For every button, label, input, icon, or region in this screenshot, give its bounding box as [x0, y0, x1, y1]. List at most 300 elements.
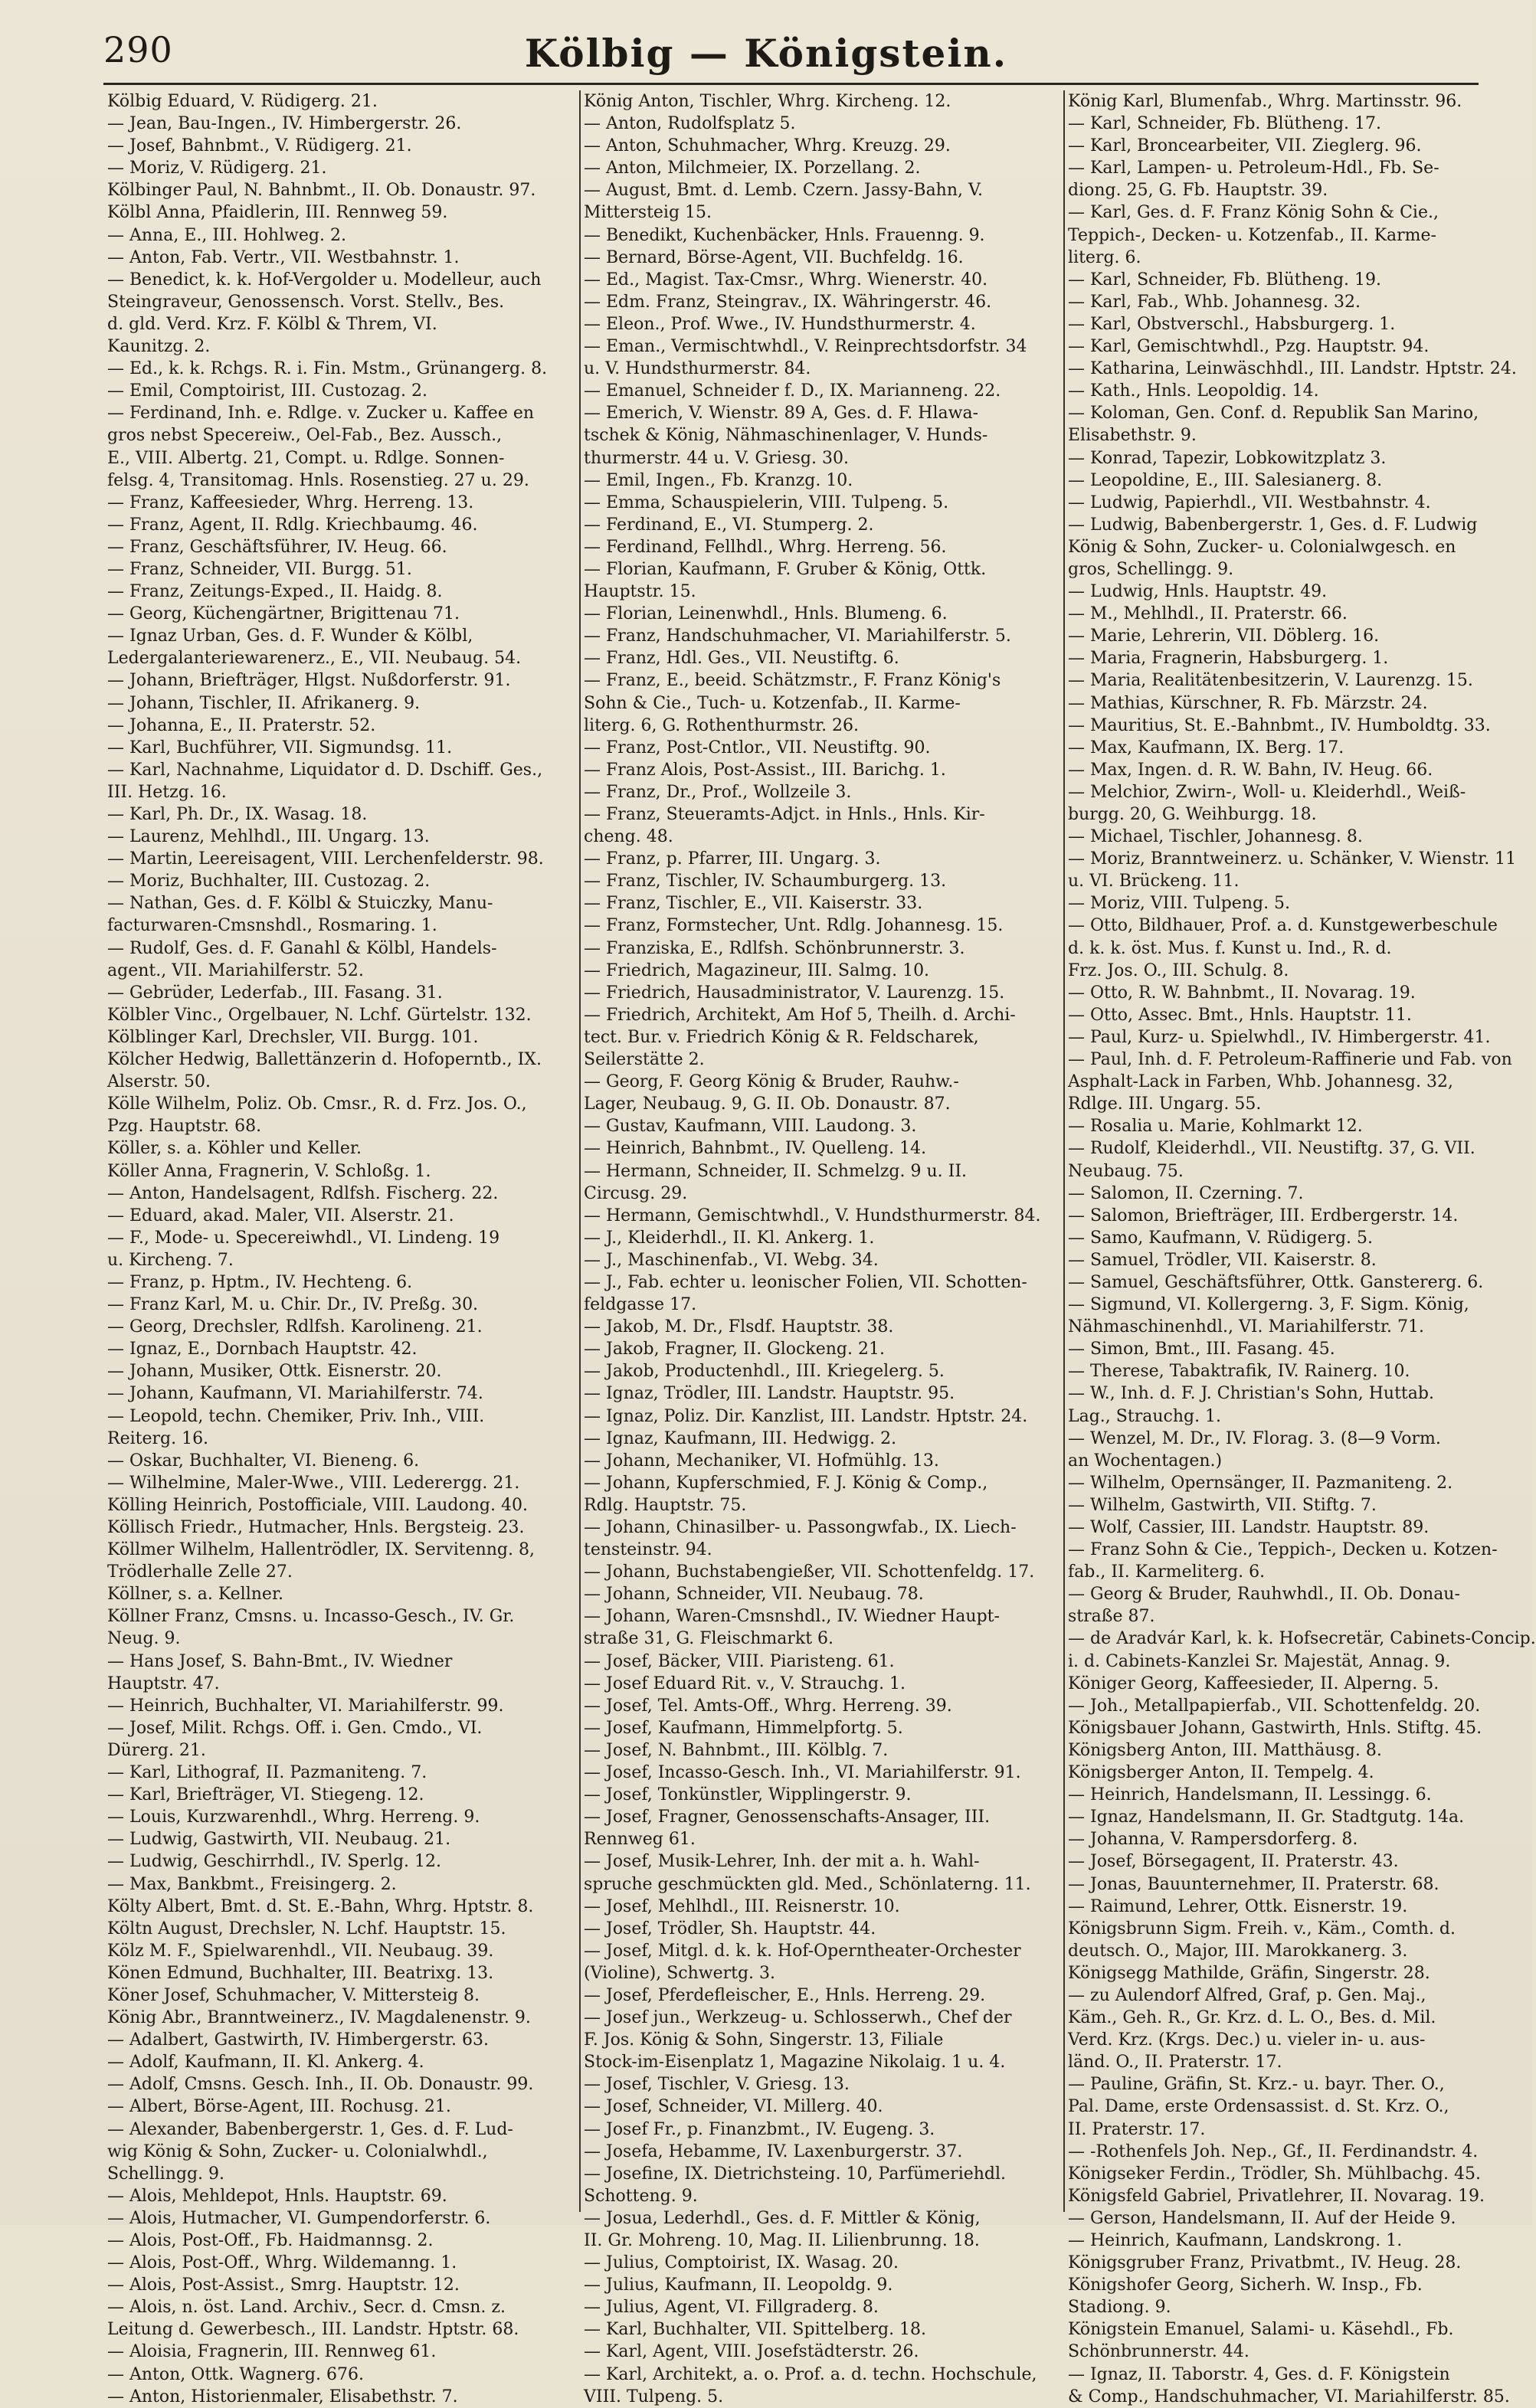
directory-entry-line: Rdlg. Hauptstr. 75. [584, 1495, 747, 1515]
directory-entry-line: — Franz, Tischler, IV. Schaumburgerg. 13. [584, 872, 947, 892]
directory-entry-line: u. Kircheng. 7. [107, 1250, 234, 1270]
directory-entry-line: — Emil, Comptoirist, III. Custozag. 2. [107, 381, 427, 401]
directory-entry-line: deutsch. O., Major, III. Marokkanerg. 3. [1068, 1941, 1408, 1961]
directory-entry-line: Kölcher Hedwig, Ballettänzerin d. Hofoperntb., IX. [107, 1050, 542, 1070]
directory-entry-line: Stadiong. 9. [1068, 2298, 1171, 2318]
directory-entry-line: — Alois, n. öst. Land. Archiv., Secr. d. Cmsn. z. [107, 2298, 506, 2318]
directory-entry-line: — Rosalia u. Marie, Kohlmarkt 12. [1068, 1117, 1363, 1137]
directory-entry-line: Kölling Heinrich, Postofficiale, VIII. Laudong. 40. [107, 1495, 528, 1515]
directory-entry-line: — Jakob, M. Dr., Flsdf. Hauptstr. 38. [584, 1317, 894, 1337]
directory-entry-line: — Melchior, Zwirn-, Woll- u. Kleiderhdl., Weiß- [1068, 782, 1466, 802]
directory-entry-line: facturwaren-Cmsnshdl., Rosmaring. 1. [107, 916, 437, 936]
directory-entry-line: — Therese, Tabaktrafik, IV. Rainerg. 10. [1068, 1362, 1410, 1382]
directory-entry-line: Hauptstr. 15. [584, 582, 696, 602]
directory-entry-line: — Wilhelm, Opernsänger, II. Pazmaniteng. 2. [1068, 1473, 1453, 1493]
directory-entry-line: — Karl, Lithograf, II. Pazmaniteng. 7. [107, 1763, 427, 1783]
directory-entry-line: — Josef Eduard Rit. v., V. Strauchg. 1. [584, 1673, 906, 1693]
directory-entry-line: — Samo, Kaufmann, V. Rüdigerg. 5. [1068, 1228, 1373, 1248]
directory-entry-line: — Franz, Hdl. Ges., VII. Neustiftg. 6. [584, 649, 899, 669]
directory-entry-line: — Karl, Obstverschl., Habsburgerg. 1. [1068, 314, 1396, 334]
directory-entry-line: — Josef, Börsegagent, II. Praterstr. 43. [1068, 1852, 1399, 1872]
directory-entry-line: — Jonas, Bauunternehmer, II. Praterstr. 68. [1068, 1874, 1439, 1894]
directory-entry-line: Köllmer Wilhelm, Hallentrödler, IX. Servitenng. 8, [107, 1540, 535, 1560]
directory-entry-line: — Franz, Geschäftsführer, IV. Heug. 66. [107, 537, 447, 557]
directory-entry-line: — Konrad, Tapezir, Lobkowitzplatz 3. [1068, 448, 1387, 468]
directory-entry-line: länd. O., II. Praterstr. 17. [1068, 2053, 1282, 2073]
directory-entry-line: — Franz, E., beeid. Schätzmstr., F. Franz König's [584, 671, 1001, 691]
directory-entry-line: — Anton, Fab. Vertr., VII. Westbahnstr. 1. [107, 247, 460, 267]
column-1 [107, 90, 579, 2406]
directory-entry-line: — Anna, E., III. Hohlweg. 2. [107, 225, 346, 245]
directory-entry-line: — -Rothenfels Joh. Nep., Gf., II. Ferdinandstr. 4. [1068, 2141, 1479, 2161]
directory-entry-line: — Edm. Franz, Steingrav., IX. Währingerstr. 46. [584, 292, 992, 312]
directory-entry-line: — Ignaz, Kaufmann, III. Hedwigg. 2. [584, 1428, 897, 1448]
directory-entry-line: — Anton, Historienmaler, Elisabethstr. 7. [107, 2387, 458, 2406]
directory-entry-line: — Jean, Bau-Ingen., IV. Himbergerstr. 26. [107, 114, 462, 134]
directory-entry-line: — Salomon, Briefträger, III. Erdbergerstr. 14. [1068, 1206, 1459, 1225]
directory-entry-line: — Georg, F. Georg König & Bruder, Rauhw.- [584, 1072, 959, 1092]
directory-entry-line: — Ludwig, Gastwirth, VII. Neubaug. 21. [107, 1830, 451, 1850]
directory-entry-line: Kölbler Vinc., Orgelbauer, N. Lchf. Gürtelstr. 132. [107, 1005, 532, 1025]
directory-entry-line: & Comp., Handschuhmacher, VI. Mariahilferstr. 85. [1068, 2387, 1510, 2406]
directory-entry-line: — Karl, Buchhalter, VII. Spittelberg. 18. [584, 2320, 927, 2340]
directory-entry-line: — Heinrich, Bahnbmt., IV. Quelleng. 14. [584, 1139, 927, 1159]
directory-entry-line: Nähmaschinenhdl., VI. Mariahilferstr. 71. [1068, 1317, 1424, 1337]
directory-entry-line: — Moriz, VIII. Tulpeng. 5. [1068, 894, 1291, 914]
directory-entry-line: — Johann, Schneider, VII. Neubaug. 78. [584, 1585, 924, 1605]
directory-entry-line: Königsfeld Gabriel, Privatlehrer, II. Novarag. 19. [1068, 2186, 1485, 2206]
directory-entry-line: — Karl, Ph. Dr., IX. Wasag. 18. [107, 805, 368, 824]
directory-entry-line: — Jakob, Fragner, II. Glockeng. 21. [584, 1340, 885, 1359]
directory-entry-line: König Karl, Blumenfab., Whrg. Martinsstr. 96. [1068, 92, 1462, 111]
directory-entry-line: — Franz, Handschuhmacher, VI. Mariahilferstr. 5. [584, 627, 1011, 646]
directory-entry-line: — Michael, Tischler, Johannesg. 8. [1068, 827, 1363, 847]
directory-entry-line: — Franz, Tischler, E., VII. Kaiserstr. 33. [584, 894, 923, 914]
directory-entry-line: — Wolf, Cassier, III. Landstr. Hauptstr. 89. [1068, 1518, 1430, 1537]
directory-entry-line: — Ed., Magist. Tax-Cmsr., Whrg. Wienerstr. 40. [584, 270, 988, 290]
directory-entry-line: — Ignaz, Handelsmann, II. Gr. Stadtgutg. 14a. [1068, 1808, 1465, 1827]
directory-entry-line: Ledergalanteriewarenerz., E., VII. Neubaug. 54. [107, 649, 522, 669]
directory-entry-line: — Koloman, Gen. Conf. d. Republik San Marino, [1068, 404, 1479, 424]
directory-entry-line: — Jakob, Productenhdl., III. Kriegelerg. 5. [584, 1362, 945, 1382]
directory-entry-line: — Karl, Fab., Whb. Johannesg. 32. [1068, 292, 1361, 312]
directory-entry-line: — Samuel, Trödler, VII. Kaiserstr. 8. [1068, 1250, 1377, 1270]
directory-entry-line: — Josef, Fragner, Genossenschafts-Ansager, III. [584, 1808, 991, 1827]
directory-entry-line: — Bernard, Börse-Agent, VII. Buchfeldg. 16. [584, 247, 964, 267]
directory-entry-line: — Anton, Handelsagent, Rdlfsh. Fischerg. 22. [107, 1183, 499, 1203]
directory-entry-line: — Johanna, V. Rampersdorferg. 8. [1068, 1830, 1358, 1850]
directory-entry-line: — Friedrich, Architekt, Am Hof 5, Theilh. d. Archi- [584, 1005, 1016, 1025]
directory-entry-line: — Adolf, Kaufmann, II. Kl. Ankerg. 4. [107, 2053, 424, 2073]
directory-entry-line: Könen Edmund, Buchhalter, III. Beatrixg. 13. [107, 1963, 494, 1983]
directory-entry-line: — Johann, Mechaniker, VI. Hofmühlg. 13. [584, 1451, 939, 1471]
directory-entry-line: Rdlge. III. Ungarg. 55. [1068, 1094, 1262, 1114]
directory-entry-line: — Ludwig, Geschirrhdl., IV. Sperlg. 12. [107, 1852, 442, 1872]
directory-entry-line: Lager, Neubaug. 9, G. II. Ob. Donaustr. 87. [584, 1094, 951, 1114]
directory-entry-line: — Moriz, V. Rüdigerg. 21. [107, 159, 327, 178]
directory-entry-line: Trödlerhalle Zelle 27. [107, 1562, 293, 1582]
directory-entry-line: Seilerstätte 2. [584, 1050, 705, 1070]
directory-entry-line: — Josef, N. Bahnbmt., III. Kölblg. 7. [584, 1740, 889, 1760]
directory-entry-line: — Raimund, Lehrer, Ottk. Eisnerstr. 19. [1068, 1896, 1408, 1916]
directory-entry-line: — Gustav, Kaufmann, VIII. Laudong. 3. [584, 1117, 917, 1137]
directory-entry-line: tschek & König, Nähmaschinenlager, V. Hunds- [584, 426, 988, 446]
directory-entry-line: — Wilhelm, Gastwirth, VII. Stiftg. 7. [1068, 1495, 1377, 1515]
directory-entry-line: II. Gr. Mohreng. 10, Mag. II. Lilienbrunng. 18. [584, 2231, 980, 2250]
directory-entry-line: — Laurenz, Mehlhdl., III. Ungarg. 13. [107, 827, 430, 847]
directory-entry-line: III. Hetzg. 16. [107, 782, 227, 802]
directory-entry-line: — Alois, Hutmacher, VI. Gumpendorferstr. 6. [107, 2208, 491, 2228]
directory-entry-line: — Ignaz Urban, Ges. d. F. Wunder & Kölbl, [107, 627, 473, 646]
directory-entry-line: Köllner Franz, Cmsns. u. Incasso-Gesch., IV. Gr. [107, 1607, 515, 1627]
directory-entry-line: diong. 25, G. Fb. Hauptstr. 39. [1068, 181, 1328, 201]
directory-entry-line: — Josef, Incasso-Gesch. Inh., VI. Mariahilferstr. 91. [584, 1763, 1021, 1783]
directory-entry-line: — Salomon, II. Czerning. 7. [1068, 1183, 1304, 1203]
directory-entry-line: — Martin, Leereisagent, VIII. Lerchenfelderstr. 98. [107, 849, 544, 869]
directory-entry-line: — Karl, Broncearbeiter, VII. Zieglerg. 96. [1068, 136, 1422, 156]
directory-entry-line: Alserstr. 50. [107, 1072, 211, 1092]
directory-entry-line: Köller Anna, Fragnerin, V. Schloßg. 1. [107, 1161, 431, 1181]
directory-entry-line: — Rudolf, Ges. d. F. Ganahl & Kölbl, Handels- [107, 938, 497, 958]
directory-entry-line: Stock-im-Eisenplatz 1, Magazine Nikolaig. 1 u. 4. [584, 2053, 1006, 2073]
directory-entry-line: — Josef, Tischler, V. Griesg. 13. [584, 2075, 850, 2095]
directory-entry-line: Königseker Ferdin., Trödler, Sh. Mühlbachg. 45. [1068, 2164, 1481, 2184]
directory-entry-line: — Georg, Drechsler, Rdlfsh. Karolineng. 21. [107, 1317, 483, 1337]
directory-entry-line: — Sigmund, VI. Kollergerng. 3, F. Sigm. König, [1068, 1295, 1469, 1315]
directory-entry-line: — Adalbert, Gastwirth, IV. Himbergerstr. 63. [107, 2030, 490, 2050]
directory-entry-line: — Heinrich, Handelsmann, II. Lessingg. 6. [1068, 1785, 1432, 1805]
directory-entry-line: u. VI. Brückeng. 11. [1068, 872, 1240, 892]
directory-entry-line: — Anton, Milchmeier, IX. Porzellang. 2. [584, 159, 921, 178]
directory-entry-line: Kölbinger Paul, N. Bahnbmt., II. Ob. Donaustr. 97. [107, 181, 536, 201]
directory-entry-line: Kaunitzg. 2. [107, 337, 211, 357]
directory-entry-line: — Johann, Waren-Cmsnshdl., IV. Wiedner Haupt- [584, 1607, 1000, 1627]
directory-entry-line: — Eleon., Prof. Wwe., IV. Hundsthurmerstr. 4. [584, 314, 976, 334]
directory-entry-line: — Karl, Agent, VIII. Josefstädterstr. 26. [584, 2342, 919, 2362]
directory-entry-line: Steingraveur, Genossensch. Vorst. Stellv., Bes. [107, 292, 505, 312]
directory-entry-line: Dürerg. 21. [107, 1740, 206, 1760]
directory-entry-line: Lag., Strauchg. 1. [1068, 1406, 1222, 1426]
directory-entry-line: — Paul, Kurz- u. Spielwhdl., IV. Himbergerstr. 41. [1068, 1027, 1491, 1047]
directory-entry-line: — Louis, Kurzwarenhdl., Whrg. Herreng. 9. [107, 1808, 480, 1827]
directory-entry-line: — Johanna, E., II. Praterstr. 52. [107, 715, 376, 735]
directory-entry-line: spruche geschmückten gld. Med., Schönlaterng. 11. [584, 1874, 1031, 1894]
directory-entry-line: — Josef, Milit. Rchgs. Off. i. Gen. Cmdo., VI. [107, 1718, 483, 1738]
directory-entry-line: — Johann, Chinasilber- u. Passongwfab., IX. Liech- [584, 1518, 1017, 1537]
directory-entry-line: — Max, Kaufmann, IX. Berg. 17. [1068, 738, 1344, 757]
directory-entry-line: — Leopold, techn. Chemiker, Priv. Inh., VIII. [107, 1406, 485, 1426]
directory-entry-line: — Max, Ingen. d. R. W. Bahn, IV. Heug. 66. [1068, 760, 1433, 780]
directory-entry-line: — Emerich, V. Wienstr. 89 A, Ges. d. F. Hlawa- [584, 404, 979, 424]
directory-entry-line: VIII. Tulpeng. 5. [584, 2387, 724, 2406]
directory-entry-line: — Friedrich, Magazineur, III. Salmg. 10. [584, 960, 930, 980]
directory-entry-line: Köllner, s. a. Kellner. [107, 1585, 284, 1605]
directory-entry-line: tensteinstr. 94. [584, 1540, 712, 1560]
directory-entry-line: Pal. Dame, erste Ordensassist. d. St. Krz. O., [1068, 2097, 1449, 2117]
directory-entry-line: — Franz, Steueramts-Adjct. in Hnls., Hnls. Kir- [584, 805, 985, 824]
directory-entry-line: Königstein Emanuel, Salami- u. Käsehdl., Fb. [1068, 2320, 1454, 2340]
directory-entry-line: Mittersteig 15. [584, 203, 712, 223]
directory-entry-line: — Franz, Dr., Prof., Wollzeile 3. [584, 782, 852, 802]
directory-entry-line: — Florian, Kaufmann, F. Gruber & König, Ottk. [584, 559, 987, 579]
directory-entry-line: Schellingg. 9. [107, 2164, 225, 2184]
directory-entry-line: — Moriz, Branntweinerz. u. Schänker, V. Wienstr. 11 [1068, 849, 1517, 869]
directory-entry-line: — Anton, Schuhmacher, Whrg. Kreuzg. 29. [584, 136, 951, 156]
directory-entry-line: — Josef, Kaufmann, Himmelpfortg. 5. [584, 1718, 903, 1738]
directory-entry-line: Frz. Jos. O., III. Schulg. 8. [1068, 960, 1289, 980]
directory-entry-line: — Alois, Post-Assist., Smrg. Hauptstr. 12. [107, 2275, 460, 2295]
directory-entry-line: — Josefine, IX. Dietrichsteing. 10, Parfümeriehdl. [584, 2164, 1007, 2184]
directory-entry-line: — M., Mehlhdl., II. Praterstr. 66. [1068, 604, 1348, 624]
directory-entry-line: — Karl, Lampen- u. Petroleum-Hdl., Fb. Se- [1068, 159, 1439, 178]
directory-entry-line: II. Praterstr. 17. [1068, 2119, 1206, 2139]
directory-entry-line: — Anton, Ottk. Wagnerg. 676. [107, 2364, 364, 2384]
directory-entry-line: — Franz, Zeitungs-Exped., II. Haidg. 8. [107, 582, 443, 602]
directory-entry-line: — Ferdinand, Inh. e. Rdlge. v. Zucker u. Kaffee en [107, 404, 535, 424]
directory-entry-line: — Mathias, Kürschner, R. Fb. Märzstr. 24. [1068, 693, 1428, 713]
directory-entry-line: thurmerstr. 44 u. V. Griesg. 30. [584, 448, 849, 468]
directory-entry-line: — Ignaz, Trödler, III. Landstr. Hauptstr. 95. [584, 1384, 955, 1404]
directory-entry-line: — Franz, p. Pfarrer, III. Ungarg. 3. [584, 849, 881, 869]
directory-entry-line: — Johann, Tischler, II. Afrikanerg. 9. [107, 693, 421, 713]
directory-entry-line: — Emanuel, Schneider f. D., IX. Marianneng. 22. [584, 381, 1001, 401]
directory-entry-line: Neug. 9. [107, 1629, 181, 1649]
directory-entry-line: wig König & Sohn, Zucker- u. Colonialwhdl., [107, 2141, 488, 2161]
directory-entry-line: König Anton, Tischler, Whrg. Kircheng. 12. [584, 92, 951, 111]
directory-entry-line: — Ignaz, Poliz. Dir. Kanzlist, III. Landstr. Hptstr. 24. [584, 1406, 1028, 1426]
page-number: 290 [103, 29, 173, 70]
directory-entry-line: — Karl, Nachnahme, Liquidator d. D. Dschiff. Ges., [107, 760, 543, 780]
directory-entry-line: — Josef Fr., p. Finanzbmt., IV. Eugeng. 3. [584, 2119, 935, 2139]
directory-entry-line: — Josefa, Hebamme, IV. Laxenburgerstr. 37. [584, 2141, 963, 2161]
directory-entry-line: — Karl, Schneider, Fb. Blütheng. 17. [1068, 114, 1382, 134]
directory-entry-line: — Moriz, Buchhalter, III. Custozag. 2. [107, 872, 431, 892]
directory-entry-line: — Georg, Küchengärtner, Brigittenau 71. [107, 604, 460, 624]
directory-entry-line: — Karl, Ges. d. F. Franz König Sohn & Cie., [1068, 203, 1439, 223]
directory-entry-line: — Gebrüder, Lederfab., III. Fasang. 31. [107, 983, 443, 1003]
directory-entry-line: — Heinrich, Buchhalter, VI. Mariahilferstr. 99. [107, 1696, 504, 1716]
directory-entry-line: — Benedict, k. k. Hof-Vergolder u. Modelleur, auch [107, 270, 542, 290]
directory-entry-line: Reiterg. 16. [107, 1428, 209, 1448]
directory-entry-line: Pzg. Hauptstr. 68. [107, 1117, 262, 1137]
directory-entry-line: Rennweg 61. [584, 1830, 696, 1850]
directory-entry-line: Königer Georg, Kaffeesieder, II. Alperng. 5. [1068, 1673, 1439, 1693]
directory-entry-line: — Wilhelmine, Maler-Wwe., VIII. Lederergg. 21. [107, 1473, 520, 1493]
directory-entry-line: — Mauritius, St. E.-Bahnbmt., IV. Humboldtg. 33. [1068, 715, 1491, 735]
directory-entry-line: — Franz Alois, Post-Assist., III. Barichg. 1. [584, 760, 946, 780]
directory-entry-line: — Karl, Schneider, Fb. Blütheng. 19. [1068, 270, 1382, 290]
directory-entry-line: — Karl, Architekt, a. o. Prof. a. d. techn. Hochschule, [584, 2364, 1037, 2384]
directory-entry-line: — Julius, Kaufmann, II. Leopoldg. 9. [584, 2275, 893, 2295]
directory-entry-line: — Samuel, Geschäftsführer, Ottk. Ganstererg. 6. [1068, 1272, 1484, 1292]
directory-entry-line: — Julius, Agent, VI. Fillgraderg. 8. [584, 2298, 879, 2318]
directory-entry-line: — Johann, Musiker, Ottk. Eisnerstr. 20. [107, 1362, 442, 1382]
directory-entry-line: — Maria, Realitätenbesitzerin, V. Laurenzg. 15. [1068, 671, 1473, 691]
directory-entry-line: Verd. Krz. (Krgs. Dec.) u. vieler in- u. aus- [1068, 2030, 1426, 2050]
directory-entry-line: Kölblinger Karl, Drechsler, VII. Burgg. 101. [107, 1027, 479, 1047]
directory-entry-line: — Ignaz, E., Dornbach Hauptstr. 42. [107, 1340, 418, 1359]
directory-entry-line: an Wochentagen.) [1068, 1451, 1223, 1471]
directory-entry-line: — Josef, Schneider, VI. Millerg. 40. [584, 2097, 883, 2117]
directory-entry-line: — Alexander, Babenbergerstr. 1, Ges. d. F. Lud- [107, 2119, 513, 2139]
directory-entry-line: — de Aradvár Karl, k. k. Hofsecretär, Cabinets-Concip. [1068, 1629, 1536, 1649]
directory-entry-line: Königsgruber Franz, Privatbmt., IV. Heug. 28. [1068, 2253, 1462, 2273]
directory-entry-line: — Julius, Comptoirist, IX. Wasag. 20. [584, 2253, 899, 2273]
directory-entry-line: — Josef, Musik-Lehrer, Inh. der mit a. h. Wahl- [584, 1852, 980, 1872]
directory-entry-line: — Albert, Börse-Agent, III. Rochusg. 21. [107, 2097, 451, 2117]
directory-entry-line: — Alois, Mehldepot, Hnls. Hauptstr. 69. [107, 2186, 447, 2206]
directory-entry-line: — Ludwig, Hnls. Hauptstr. 49. [1068, 582, 1328, 602]
directory-entry-line: — J., Fab. echter u. leonischer Folien, VII. Schotten- [584, 1272, 1027, 1292]
directory-entry-line: — Ed., k. k. Rchgs. R. i. Fin. Mstm., Grünangerg. 8. [107, 359, 548, 379]
directory-entry-line: (Violine), Schwertg. 3. [584, 1963, 776, 1983]
directory-entry-line: Königsegg Mathilde, Gräfin, Singerstr. 28. [1068, 1963, 1430, 1983]
directory-entry-line: — zu Aulendorf Alfred, Graf, p. Gen. Maj., [1068, 1985, 1426, 2005]
directory-entry-line: — Joh., Metallpapierfab., VII. Schottenfeldg. 20. [1068, 1696, 1481, 1716]
directory-entry-line: — Josef, Bäcker, VIII. Piaristeng. 61. [584, 1651, 895, 1671]
directory-entry-line: Königsberg Anton, III. Matthäusg. 8. [1068, 1740, 1382, 1760]
directory-entry-line: — J., Maschinenfab., VI. Webg. 34. [584, 1250, 879, 1270]
directory-entry-line: — Josef, Tel. Amts-Off., Whrg. Herreng. 39. [584, 1696, 952, 1716]
directory-entry-line: — Hans Josef, S. Bahn-Bmt., IV. Wiedner [107, 1651, 453, 1671]
directory-entry-line: Kölbl Anna, Pfaidlerin, III. Rennweg 59. [107, 203, 448, 223]
directory-entry-line: literg. 6. [1068, 247, 1141, 267]
directory-entry-line: — Gerson, Handelsmann, II. Auf der Heide 9. [1068, 2208, 1456, 2228]
directory-entry-line: König & Sohn, Zucker- u. Colonialwgesch. en [1068, 537, 1456, 557]
directory-entry-line: straße 87. [1068, 1607, 1155, 1627]
directory-entry-line: straße 31, G. Fleischmarkt 6. [584, 1629, 834, 1649]
directory-entry-line: — Josef, Trödler, Sh. Hauptstr. 44. [584, 1919, 876, 1939]
directory-entry-line: Köllisch Friedr., Hutmacher, Hnls. Bergsteig. 23. [107, 1518, 525, 1537]
directory-entry-line: — Josef, Tonkünstler, Wipplingerstr. 9. [584, 1785, 912, 1805]
directory-entry-line: — Simon, Bmt., III. Fasang. 45. [1068, 1340, 1335, 1359]
directory-entry-line: — Otto, R. W. Bahnbmt., II. Novarag. 19. [1068, 983, 1416, 1003]
directory-entry-line: — Josua, Lederhdl., Ges. d. F. Mittler & König, [584, 2208, 981, 2228]
directory-entry-line: — Franz Karl, M. u. Chir. Dr., IV. Preßg. 30. [107, 1295, 479, 1315]
directory-entry-line: — Josef, Pferdefleischer, E., Hnls. Herreng. 29. [584, 1985, 986, 2005]
running-head: Kölbig — Königstein. [524, 31, 1008, 76]
column-divider-1 [579, 90, 581, 2212]
directory-entry-line: — Otto, Bildhauer, Prof. a. d. Kunstgewerbeschule [1068, 916, 1498, 936]
directory-entry-line: — Adolf, Cmsns. Gesch. Inh., II. Ob. Donaustr. 99. [107, 2075, 534, 2095]
directory-entry-line: Königsberger Anton, II. Tempelg. 4. [1068, 1763, 1374, 1783]
directory-entry-line: — Johann, Kaufmann, VI. Mariahilferstr. 74. [107, 1384, 483, 1404]
directory-entry-line: — Franziska, E., Rdlfsh. Schönbrunnerstr. 3. [584, 938, 965, 958]
directory-entry-line: — Friedrich, Hausadministrator, V. Laurenzg. 15. [584, 983, 1005, 1003]
directory-entry-line: — Georg & Bruder, Rauhwhdl., II. Ob. Donau- [1068, 1585, 1460, 1605]
directory-entry-line: — Franz, Kaffeesieder, Whrg. Herreng. 13. [107, 492, 474, 512]
directory-entry-line: — Hermann, Gemischtwhdl., V. Hundsthurmerstr. 84. [584, 1206, 1041, 1225]
directory-entry-line: — Ferdinand, Fellhdl., Whrg. Herreng. 56. [584, 537, 947, 557]
directory-entry-line: i. d. Cabinets-Kanzlei Sr. Majestät, Annag. 9. [1068, 1651, 1451, 1671]
directory-entry-line: — Kath., Hnls. Leopoldig. 14. [1068, 381, 1319, 401]
column-divider-2 [1063, 90, 1065, 2212]
directory-entry-line: — Karl, Buchführer, VII. Sigmundsg. 11. [107, 738, 453, 757]
directory-entry-line: — Paul, Inh. d. F. Petroleum-Raffinerie und Fab. von [1068, 1050, 1512, 1070]
directory-entry-line: cheng. 48. [584, 827, 673, 847]
directory-entry-line: agent., VII. Mariahilferstr. 52. [107, 960, 364, 980]
directory-entry-line: — Anton, Rudolfsplatz 5. [584, 114, 796, 134]
directory-entry-line: Asphalt-Lack in Farben, Whb. Johannesg. 32, [1068, 1072, 1453, 1092]
header-rule [103, 83, 1479, 85]
directory-entry-line: — Josef jun., Werkzeug- u. Schlosserwh., Chef der [584, 2008, 1012, 2028]
directory-entry-line: — Karl, Briefträger, VI. Stiegeng. 12. [107, 1785, 424, 1805]
directory-entry-line: Königsbrunn Sigm. Freih. v., Käm., Comth. d. [1068, 1919, 1456, 1939]
directory-entry-line: — Ignaz, II. Taborstr. 4, Ges. d. F. Königstein [1068, 2364, 1450, 2384]
directory-entry-line: d. gld. Verd. Krz. F. Kölbl & Threm, VI. [107, 314, 437, 334]
directory-entry-line: Költy Albert, Bmt. d. St. E.-Bahn, Whrg. Hptstr. 8. [107, 1896, 534, 1916]
column-3 [1068, 90, 1536, 2406]
directory-entry-line: Kölle Wilhelm, Poliz. Ob. Cmsr., R. d. Frz. Jos. O., [107, 1094, 527, 1114]
directory-entry-line: — Oskar, Buchhalter, VI. Bieneng. 6. [107, 1451, 420, 1471]
directory-entry-line: König Abr., Branntweinerz., IV. Magdalenenstr. 9. [107, 2008, 531, 2028]
directory-entry-line: — Franz, p. Hptm., IV. Hechteng. 6. [107, 1272, 413, 1292]
directory-entry-line: Kölz M. F., Spielwarenhdl., VII. Neubaug. 39. [107, 1941, 494, 1961]
directory-entry-line: Teppich-, Decken- u. Kotzenfab., II. Karme- [1068, 225, 1436, 245]
directory-entry-line: d. k. k. öst. Mus. f. Kunst u. Ind., R. d. [1068, 938, 1392, 958]
directory-entry-line: — Ludwig, Papierhdl., VII. Westbahnstr. 4. [1068, 492, 1431, 512]
directory-entry-line: Köller, s. a. Köhler und Keller. [107, 1139, 362, 1159]
directory-entry-line: Hauptstr. 47. [107, 1673, 220, 1693]
directory-entry-line: — Franz, Agent, II. Rdlg. Kriechbaumg. 46. [107, 515, 478, 535]
directory-entry-line: — Alois, Post-Off., Fb. Haidmannsg. 2. [107, 2231, 434, 2250]
directory-entry-line: gros nebst Specereiw., Oel-Fab., Bez. Aussch., [107, 426, 503, 446]
directory-entry-line: — Katharina, Leinwäschhdl., III. Landstr. Hptstr. 24. [1068, 359, 1517, 379]
directory-entry-line: feldgasse 17. [584, 1295, 697, 1315]
directory-entry-line: literg. 6, G. Rothenthurmstr. 26. [584, 715, 860, 735]
directory-entry-line: Sohn & Cie., Tuch- u. Kotzenfab., II. Karme- [584, 693, 961, 713]
directory-entry-line: — Emma, Schauspielerin, VIII. Tulpeng. 5. [584, 492, 949, 512]
directory-entry-line: — Pauline, Gräfin, St. Krz.- u. bayr. Ther. O., [1068, 2075, 1445, 2095]
directory-entry-line: Königsbauer Johann, Gastwirth, Hnls. Stiftg. 45. [1068, 1718, 1482, 1738]
directory-entry-line: — Maria, Fragnerin, Habsburgerg. 1. [1068, 649, 1389, 669]
directory-entry-line: — August, Bmt. d. Lemb. Czern. Jassy-Bahn, V. [584, 181, 984, 201]
directory-entry-line: — Rudolf, Kleiderhdl., VII. Neustiftg. 37, G. VII. [1068, 1139, 1475, 1159]
directory-entry-line: gros, Schellingg. 9. [1068, 559, 1234, 579]
directory-entry-line: — Aloisia, Fragnerin, III. Rennweg 61. [107, 2342, 437, 2362]
directory-entry-line: — Marie, Lehrerin, VII. Döblerg. 16. [1068, 627, 1380, 646]
directory-entry-line: — Franz, Schneider, VII. Burgg. 51. [107, 559, 412, 579]
directory-entry-line: Kölbig Eduard, V. Rüdigerg. 21. [107, 92, 378, 111]
directory-entry-line: Neubaug. 75. [1068, 1161, 1184, 1181]
directory-entry-line: Leitung d. Gewerbesch., III. Landstr. Hptstr. 68. [107, 2320, 519, 2340]
directory-entry-line: — Otto, Assec. Bmt., Hnls. Hauptstr. 11. [1068, 1005, 1412, 1025]
directory-entry-line: — Johann, Buchstabengießer, VII. Schottenfeldg. 17. [584, 1562, 1035, 1582]
directory-entry-line: — Hermann, Schneider, II. Schmelzg. 9 u. II. [584, 1161, 968, 1181]
directory-entry-line: tect. Bur. v. Friedrich König & R. Feldscharek, [584, 1027, 979, 1047]
directory-entry-line: Schotteng. 9. [584, 2186, 698, 2206]
directory-entry-line: Költn August, Drechsler, N. Lchf. Hauptstr. 15. [107, 1919, 506, 1939]
directory-entry-line: — Ludwig, Babenbergerstr. 1, Ges. d. F. Ludwig [1068, 515, 1478, 535]
directory-entry-line: — Benedikt, Kuchenbäcker, Hnls. Frauenng. 9. [584, 225, 985, 245]
directory-entry-line: Elisabethstr. 9. [1068, 426, 1197, 446]
directory-entry-line: E., VIII. Albertg. 21, Compt. u. Rdlge. Sonnen- [107, 448, 505, 468]
directory-entry-line: — Franz, Post-Cntlor., VII. Neustiftg. 90. [584, 738, 931, 757]
directory-entry-line: — Leopoldine, E., III. Salesianerg. 8. [1068, 470, 1383, 490]
directory-entry-line: — Franz, Formstecher, Unt. Rdlg. Johannesg. 15. [584, 916, 1004, 936]
directory-entry-line: — Max, Bankbmt., Freisingerg. 2. [107, 1874, 397, 1894]
directory-entry-line: — Franz Sohn & Cie., Teppich-, Decken u. Kotzen- [1068, 1540, 1498, 1560]
directory-entry-line: burgg. 20, G. Weihburgg. 18. [1068, 805, 1317, 824]
directory-entry-line: Schönbrunnerstr. 44. [1068, 2342, 1249, 2362]
directory-entry-line: — Josef, Mitgl. d. k. k. Hof-Operntheater-Orchester [584, 1941, 1021, 1961]
directory-entry-line: — J., Kleiderhdl., II. Kl. Ankerg. 1. [584, 1228, 875, 1248]
directory-entry-line: — Heinrich, Kaufmann, Landskrong. 1. [1068, 2231, 1403, 2250]
directory-entry-line: fab., II. Karmeliterg. 6. [1068, 1562, 1266, 1582]
directory-entry-line: — Emil, Ingen., Fb. Kranzg. 10. [584, 470, 853, 490]
directory-entry-line: — Florian, Leinenwhdl., Hnls. Blumeng. 6. [584, 604, 948, 624]
directory-entry-line: — W., Inh. d. F. J. Christian's Sohn, Huttab. [1068, 1384, 1434, 1404]
